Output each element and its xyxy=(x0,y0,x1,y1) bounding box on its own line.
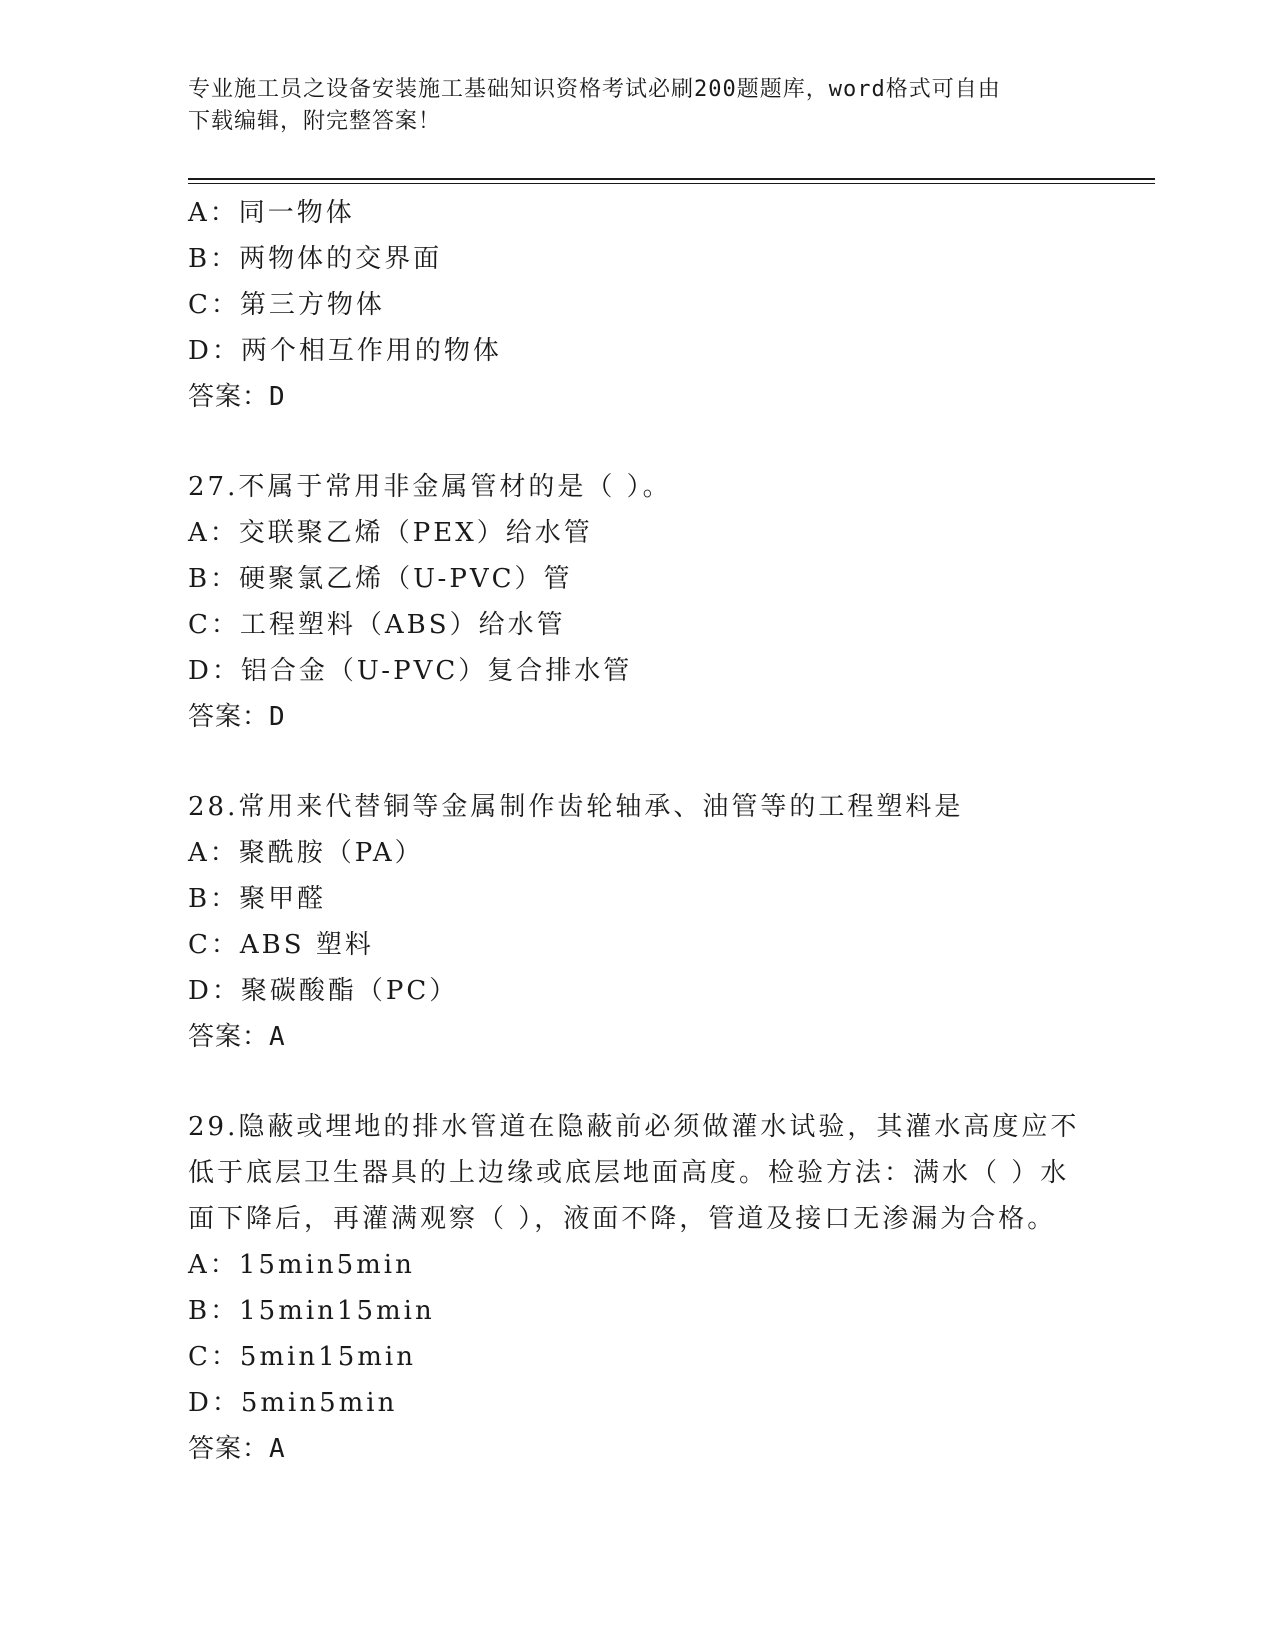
option-d: D：5min5min xyxy=(188,1388,398,1418)
option-a: A：交联聚乙烯（PEX）给水管 xyxy=(188,518,593,548)
option-c: C：工程塑料（ABS）给水管 xyxy=(188,610,566,640)
option-c: C：5min15min xyxy=(188,1342,416,1372)
option-a: A：聚酰胺（PA） xyxy=(188,838,424,868)
question-text-line-3: 面下降后，再灌满观察（ ），液面不降，管道及接口无渗漏为合格。 xyxy=(188,1204,1057,1234)
answer-line: 答案：A xyxy=(188,1434,286,1464)
question-text: 28.常用来代替铜等金属制作齿轮轴承、油管等的工程塑料是 xyxy=(188,792,964,822)
question-text: 27.不属于常用非金属管材的是（ ）。 xyxy=(188,472,672,502)
option-c: C：ABS 塑料 xyxy=(188,930,374,960)
question-content xyxy=(188,190,1088,1472)
question-27 xyxy=(188,464,1088,740)
header-divider-thin xyxy=(188,183,1155,184)
option-a: A：15min5min xyxy=(188,1250,415,1280)
spacer xyxy=(188,740,1088,784)
answer-line: 答案：A xyxy=(188,1022,286,1052)
header-line-2: 下载编辑，附完整答案！ xyxy=(188,109,442,134)
option-d: D：两个相互作用的物体 xyxy=(188,336,502,366)
option-d: D：铝合金（U-PVC）复合排水管 xyxy=(188,656,633,686)
option-d: D：聚碳酸酯（PC） xyxy=(188,976,459,1006)
question-28 xyxy=(188,784,1088,1060)
document-header xyxy=(188,74,1088,138)
spacer xyxy=(188,1060,1088,1104)
question-text-line-2: 低于底层卫生器具的上边缘或底层地面高度。检验方法：满水（ ）水 xyxy=(188,1158,1070,1188)
question-29 xyxy=(188,1104,1088,1472)
option-b: B：硬聚氯乙烯（U-PVC）管 xyxy=(188,564,573,594)
answer-line: 答案：D xyxy=(188,702,286,732)
question-text-line-1: 29.隐蔽或埋地的排水管道在隐蔽前必须做灌水试验，其灌水高度应不 xyxy=(188,1112,1080,1142)
answer-line: 答案：D xyxy=(188,382,286,412)
option-a: A：同一物体 xyxy=(188,198,355,228)
option-b: B：两物体的交界面 xyxy=(188,244,443,274)
spacer xyxy=(188,420,1088,464)
header-divider-thick xyxy=(188,178,1155,180)
option-b: B：15min15min xyxy=(188,1296,435,1326)
option-c: C：第三方物体 xyxy=(188,290,385,320)
question-26 xyxy=(188,190,1088,420)
option-b: B：聚甲醛 xyxy=(188,884,327,914)
header-line-1: 专业施工员之设备安装施工基础知识资格考试必刷200题题库，word格式可自由 xyxy=(188,77,1001,102)
